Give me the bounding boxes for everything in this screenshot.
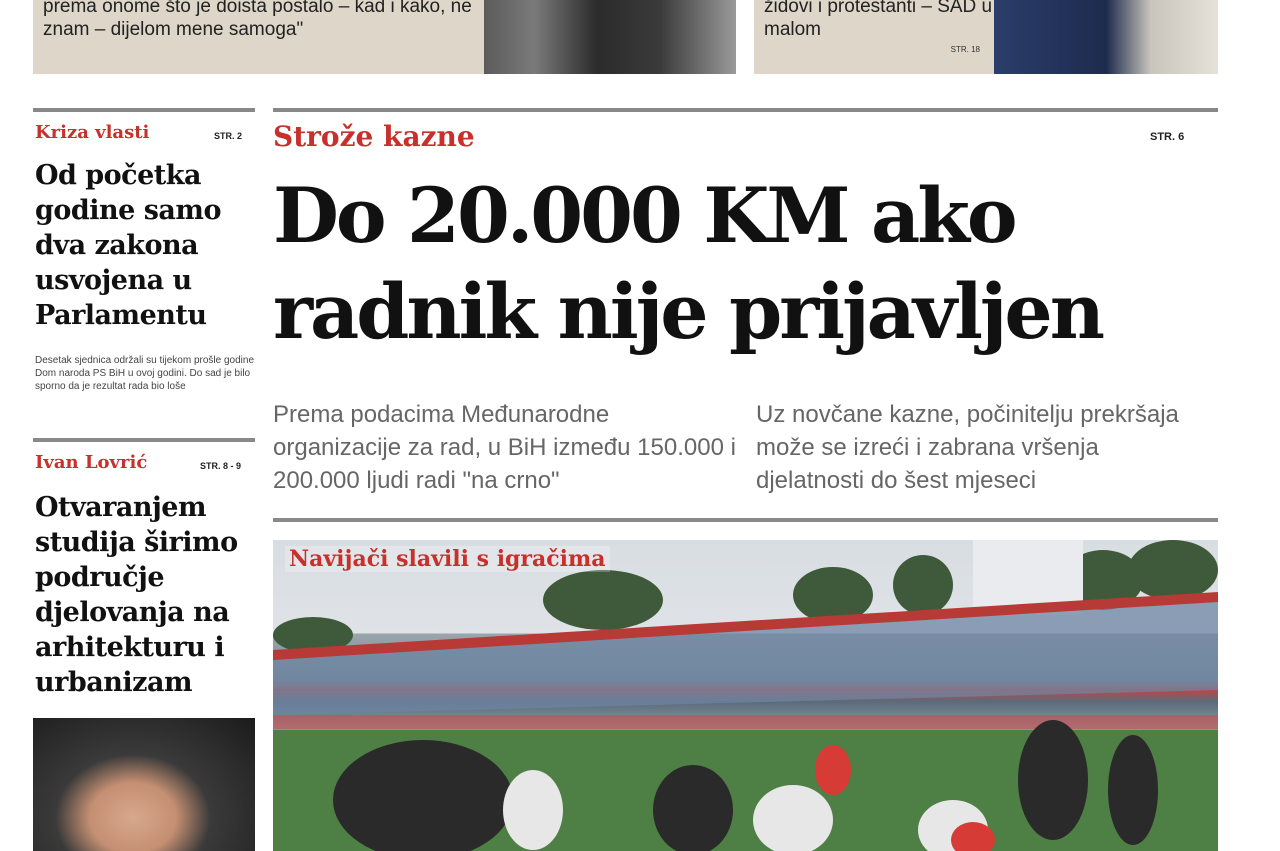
sidebar-rule-top: [33, 108, 255, 112]
teaser-photo-right: [994, 0, 1218, 74]
main-deck-left: Prema podacima Međunarodne organizacije za rad, u BiH između 150.000 i 200.000 ljudi radi "na crno": [273, 401, 736, 494]
sidebar-story1-page: STR. 2: [214, 131, 243, 141]
teaser-right[interactable]: [754, 0, 994, 74]
sidebar-story2-headline[interactable]: Otvaranjem studija širimo područje djelovanja na arhitekturu i urbanizam: [35, 492, 238, 698]
main-kicker: Strože kazne: [273, 120, 475, 153]
main-rule-bottom: [273, 518, 1218, 522]
main-headline-line1[interactable]: Do 20.000 KM ako: [273, 171, 1015, 260]
teaser-right-text: židovi i protestanti – SAD u malom: [764, 0, 993, 40]
sidebar-story2-kicker: Ivan Lovrić: [35, 452, 148, 473]
main-rule-top: [273, 108, 1218, 112]
main-deck-right: Uz novčane kazne, počinitelju prekršaja može se izreći i zabrana vršenja djelatnosti do šest mjeseci: [756, 401, 1179, 494]
teaser-photo-left: [484, 0, 736, 74]
sidebar-story2-page: STR. 8 - 9: [200, 461, 242, 471]
photo-caption: Navijači slavili s igračima: [285, 546, 610, 572]
main-page: STR. 6: [1150, 131, 1185, 143]
teaser-right-page: STR. 18: [950, 45, 980, 54]
sidebar-rule-middle: [33, 438, 255, 442]
teaser-left-text: prema onome što je doista postalo – kad i kako, ne znam – dijelom mene samoga": [43, 0, 472, 40]
teaser-left[interactable]: [33, 0, 485, 74]
sidebar-story1-body: Desetak sjednica održali su tijekom prošle godine Dom naroda PS BiH u ovoj godini. Do sad je bilo sporno da je rezultat rada bio loše: [35, 355, 255, 392]
stadium-illustration: [273, 540, 1218, 851]
portrait-photo: [33, 718, 255, 851]
main-headline-line2[interactable]: radnik nije prijavljen: [273, 267, 1103, 356]
sidebar-story1-kicker: Kriza vlasti: [35, 122, 150, 143]
sidebar-story1-headline[interactable]: Od početka godine samo dva zakona usvojena u Parlamentu: [35, 160, 222, 331]
stadium-photo[interactable]: [273, 540, 1218, 851]
